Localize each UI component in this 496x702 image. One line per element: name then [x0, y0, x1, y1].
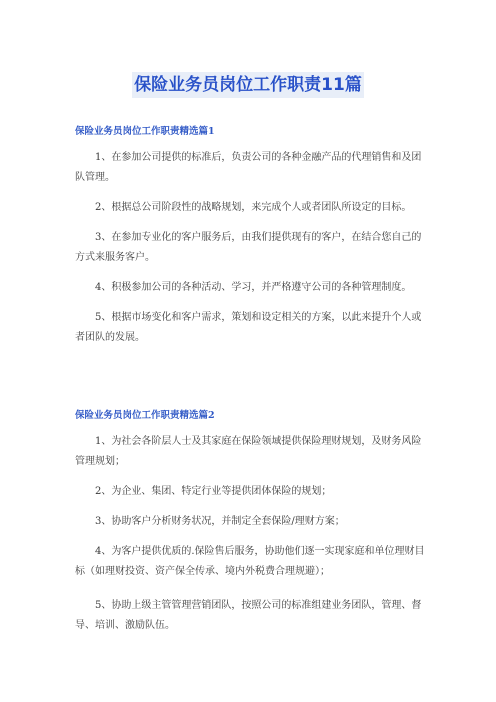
section-1-item-5: 5、根据市场变化和客户需求，策划和设定相关的方案，以此来提升个人或者团队的发展。	[75, 312, 422, 343]
section-2-item-5: 5、协助上级主管管理营销团队，按照公司的标准组建业务团队，管理、督导、培训、激励队伍。	[75, 600, 422, 631]
section-1-item-1: 1、在参加公司提供的标准后，负责公司的各种金融产品的代理销售和及团队管理。	[75, 152, 422, 183]
section-2-item-3: 3、协助客户分析财务状况，并制定全套保险/理财方案；	[95, 516, 345, 527]
section-1-item-3: 3、在参加专业化的客户服务后，由我们提供现有的客户，在结合您自己的方式来服务客户。	[75, 232, 422, 263]
section-2-item-2: 2、为企业、集团、特定行业等提供团体保险的规划；	[95, 486, 332, 497]
section-2-item-1: 1、为社会各阶层人士及其家庭在保险领域提供保险理财规划，及财务风险管理规划；	[75, 436, 422, 467]
section-heading-2: 保险业务员岗位工作职责精选篇2	[75, 410, 215, 421]
section-heading-1: 保险业务员岗位工作职责精选篇1	[75, 126, 215, 137]
title-container	[0, 72, 496, 98]
document-title: 保险业务员岗位工作职责11篇	[132, 72, 364, 98]
section-1-item-4: 4、积极参加公司的各种活动、学习，并严格遵守公司的各种管理制度。	[95, 282, 412, 293]
section-2-item-4: 4、为客户提供优质的.保险售后服务，协助他们逐一实现家庭和单位理财目标（如理财投资、资产保全传承、境内外税费合理规避）；	[75, 546, 425, 577]
section-1-item-2: 2、根据总公司阶段性的战略规划，来完成个人或者团队所设定的目标。	[95, 202, 412, 213]
